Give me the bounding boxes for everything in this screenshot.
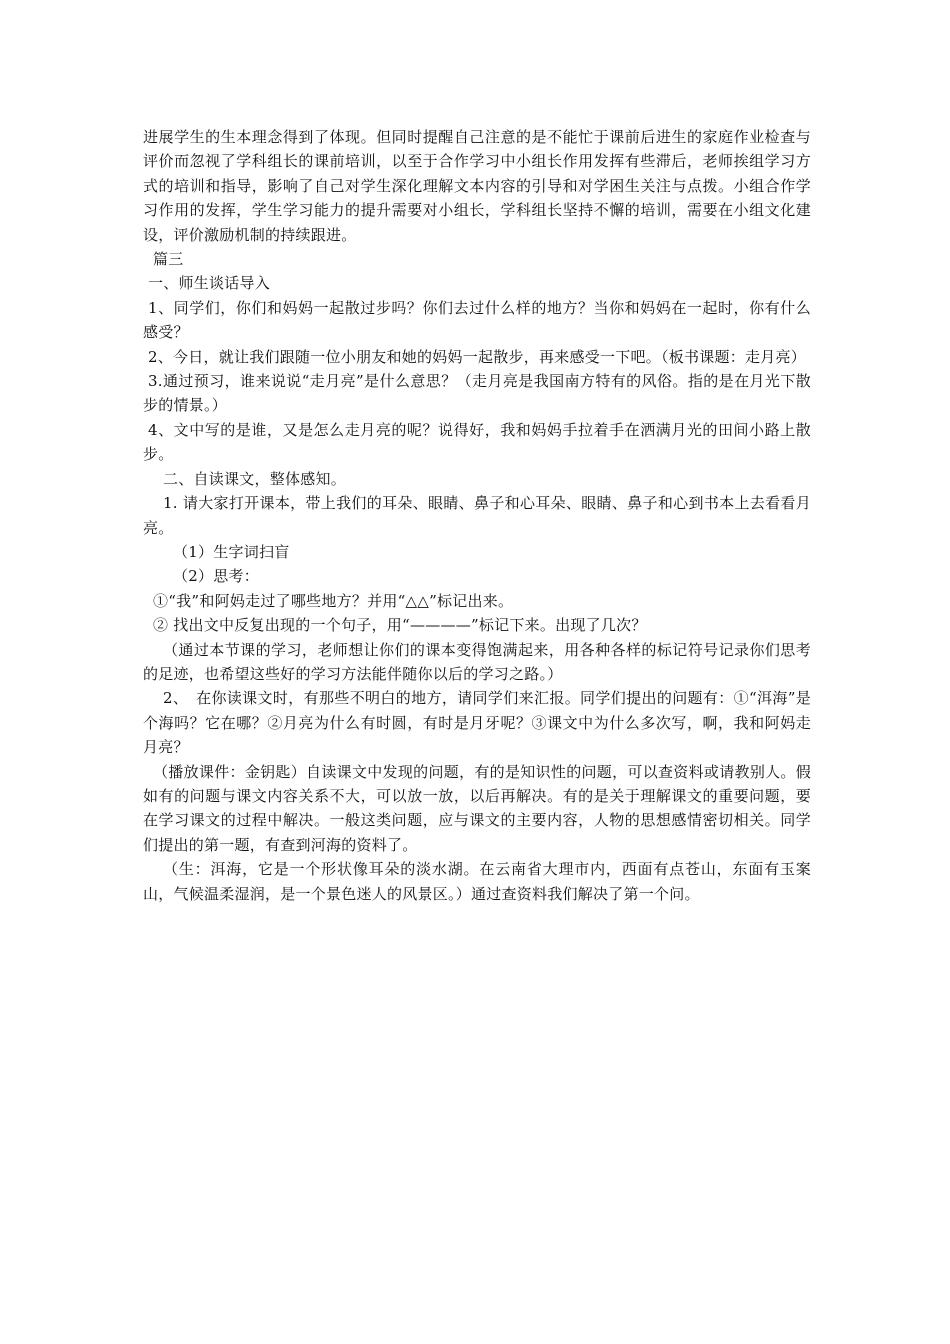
section-title-part-three: 篇三 xyxy=(153,250,184,269)
paragraph-question-1: 1、同学们，你们和妈妈一起散过步吗？你们去过什么样的地方？当你和妈妈在一起时，你有什么感受？ xyxy=(143,298,811,342)
heading-teacher-student-intro: 一、师生谈话导入 xyxy=(148,274,271,293)
list-item-repeated-sentence: ② 找出文中反复出现的一个句子，用“————”标记下来。出现了几次？ xyxy=(153,616,647,635)
paragraph-golden-key: （播放课件：金钥匙）自读课文中发现的问题，有的是知识性的问题，可以查资料或请教别人。假如有的问题与课文内容关系不大，可以放一放，以后再解决。有的是关于理解课文的重要问题，要在学习课文的过程中解决。一般这类问题，应与课文的主要内容，人物的思想感情密切相关。同学们提出的第一题，有查到河海的资料了。 xyxy=(143,762,811,854)
paragraph-question-4: 4、文中写的是谁，又是怎么走月亮的呢？说得好，我和妈妈手拉着手在洒满月光的田间小路上散步。 xyxy=(143,420,811,464)
paragraph-question-2: 2、今日，就让我们跟随一位小朋友和她的妈妈一起散步，再来感受一下吧。（板书课题：走月亮） xyxy=(148,347,807,366)
list-item-vocabulary: （1）生字词扫盲 xyxy=(173,542,290,561)
heading-self-reading: 二、自读课文，整体感知。 xyxy=(163,469,347,488)
paragraph-reflection: 进展学生的生本理念得到了体现。但同时提醒自己注意的是不能忙于课前后进生的家庭作业检查与评价而忽视了学科组长的课前培训，以至于合作学习中小组长作用发挥有些滞后，老师挨组学习方式的培训和指导，影响了自己对学生深化理解文本内容的引导和对学困生关注与点拨。小组合作学习作用的发挥，学生学习能力的提升需要对小组长，学科组长坚持不懈的培训，需要在小组文化建设，评价激励机制的持续跟进。 xyxy=(143,128,811,244)
document-body xyxy=(143,125,811,906)
paragraph-open-book: 1. 请大家打开课本，带上我们的耳朵、眼睛、鼻子和心耳朵、眼睛、鼻子和心到书本上去看看月亮。 xyxy=(143,494,811,537)
paragraph-question-3: 3.通过预习，谁来说说“走月亮”是什么意思？（走月亮是我国南方特有的风俗。指的是在月光下散步的情景。） xyxy=(143,372,811,415)
paragraph-learning-note: （通过本节课的学习，老师想让你们的课本变得饱满起来，用各种各样的标记符号记录你们思考的足迹，也希望这些好的学习方法能伴随你以后的学习之路。） xyxy=(143,640,811,683)
list-item-think: （2）思考： xyxy=(173,567,260,586)
paragraph-erhai-answer: （生：洱海，它是一个形状像耳朵的淡水湖。在云南省大理市内，西面有点苍山，东面有玉案山，气候温柔湿润，是一个景色迷人的风景区。）通过查资料我们解决了第一个问。 xyxy=(143,860,811,903)
list-item-places: ①“我”和阿妈走过了哪些地方？并用“△△”标记出来。 xyxy=(153,591,514,610)
paragraph-student-questions: 2、 在你读课文时，有那些不明白的地方，请同学们来汇报。同学们提出的问题有：①“洱海”是个海吗？它在哪？②月亮为什么有时圆，有时是月牙呢？③课文中为什么多次写，啊，我和阿妈走月亮？ xyxy=(143,689,811,757)
